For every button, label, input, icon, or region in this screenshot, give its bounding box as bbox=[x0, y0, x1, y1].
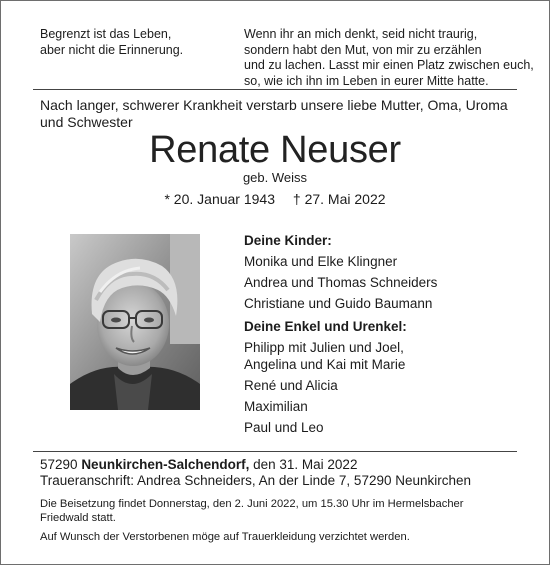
grandchild-entry: Angelina und Kai mit Marie bbox=[244, 357, 406, 372]
poem-left-line: aber nicht die Erinnerung. bbox=[40, 42, 184, 57]
children-heading: Deine Kinder: bbox=[244, 233, 332, 248]
birth-date: * 20. Januar 1943 bbox=[164, 191, 275, 207]
funeral-notice: Die Beisetzung findet Donnerstag, den 2. Juni 2022, um 15.30 Uhr im Hermelsbacher Friedwald statt. bbox=[40, 498, 464, 524]
grandchild-entry: Maximilian bbox=[244, 399, 308, 414]
life-dates bbox=[0, 191, 550, 208]
divider-top bbox=[33, 89, 517, 90]
grandchild-entry: Philipp mit Julien und Joel, bbox=[244, 340, 404, 355]
portrait-photo bbox=[70, 234, 200, 410]
poem-right-line: sondern habt den Mut, von mir zu erzählen bbox=[244, 42, 482, 57]
town: Neunkirchen-Salchendorf, bbox=[81, 457, 250, 472]
grandchild-entry: René und Alicia bbox=[244, 378, 338, 393]
death-date: † 27. Mai 2022 bbox=[292, 191, 386, 207]
intro-text: Nach langer, schwerer Krankheit verstarb unsere liebe Mutter, Oma, Uroma und Schwester bbox=[40, 97, 508, 130]
grandchild-entry: Paul und Leo bbox=[244, 420, 324, 435]
child-entry: Andrea und Thomas Schneiders bbox=[244, 275, 438, 290]
poem-left-line: Begrenzt ist das Leben, bbox=[40, 27, 172, 41]
child-entry: Christiane und Guido Baumann bbox=[244, 296, 433, 311]
birth-name: geb. Weiss bbox=[242, 170, 308, 185]
dress-code-wish: Auf Wunsch der Verstorbenen möge auf Trauerkleidung verzichtet werden. bbox=[40, 531, 410, 543]
mourning-address: Traueranschrift: Andrea Schneiders, An der Linde 7, 57290 Neunkirchen bbox=[40, 473, 472, 488]
family-list bbox=[244, 232, 437, 440]
place-date-line bbox=[40, 457, 357, 473]
poem-right-line: Wenn ihr an mich denkt, seid nicht traurig, bbox=[244, 27, 478, 41]
poem-left bbox=[40, 27, 183, 58]
divider-bottom bbox=[33, 451, 517, 452]
poem-right-line: so, wie ich ihn im Leben in eurer Mitte hatte. bbox=[244, 73, 489, 88]
grandchildren-heading: Deine Enkel und Urenkel: bbox=[244, 319, 407, 334]
deceased-name: Renate Neuser bbox=[149, 129, 401, 171]
postcode: 57290 bbox=[40, 457, 78, 472]
notice-date: den 31. Mai 2022 bbox=[253, 457, 358, 472]
poem-right bbox=[244, 27, 534, 89]
poem-right-line: und zu lachen. Lasst mir einen Platz zwischen euch, bbox=[244, 58, 534, 72]
child-entry: Monika und Elke Klingner bbox=[244, 254, 398, 269]
